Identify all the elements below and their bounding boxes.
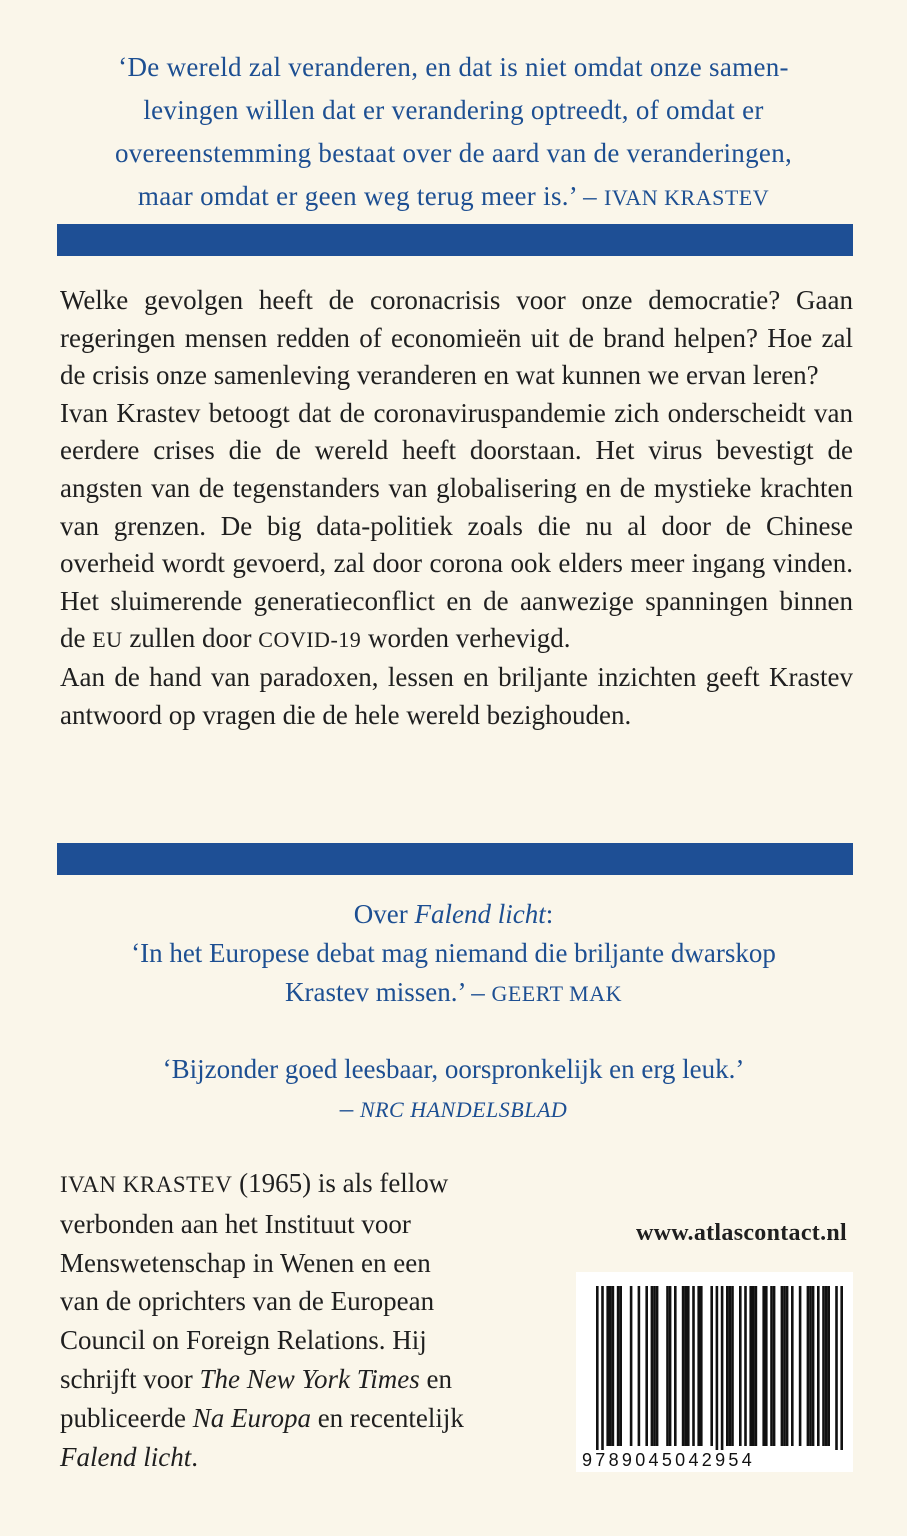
barcode-bar (656, 1286, 659, 1446)
barcode-bar (645, 1286, 648, 1446)
review-quote-2-source (40, 1089, 867, 1129)
bio-line: Menswetenschap in Wenen en een (60, 1247, 431, 1278)
barcode-bar (651, 1286, 654, 1446)
divider-bar-top (57, 224, 853, 256)
review-quote-text: Krastev missen.’ – (285, 977, 492, 1007)
barcode-bar (822, 1286, 825, 1446)
blurb-text: Ivan Krastev betoogt dat de coronaviruspandemie zich onderscheidt van eerdere crises die de wereld heeft doorstaan. Het virus bevestigt de angsten van de tegenstanders van globalisering en de mystieke krachten van grenzen. De big data-politiek zoals die nu al door de Chinese overheid wordt gevoerd, zal door corona ook elders meer ingang vinden. Het sluimerende generatieconflict en de aanwezige spanningen binnen de (60, 397, 853, 654)
blurb (60, 282, 853, 734)
barcode-bar (653, 1286, 656, 1446)
barcode-bar (781, 1286, 784, 1446)
divider-bar-bottom (57, 843, 853, 875)
blurb-paragraph-2 (60, 395, 853, 659)
bio-text: (1965) is als fellow (232, 1168, 449, 1198)
barcode-bar (739, 1286, 742, 1446)
epigraph-line: levingen willen dat er verandering optreedt, of omdat er (143, 95, 764, 125)
barcode-bar (617, 1286, 620, 1446)
barcode-bar (669, 1286, 672, 1446)
bio-line (60, 1438, 530, 1477)
epigraph-line (40, 175, 867, 219)
isbn-barcode (576, 1272, 853, 1472)
bio-line (60, 1399, 530, 1438)
barcode-bar (692, 1286, 695, 1446)
barcode-bar (765, 1286, 768, 1446)
bio-text: publiceerde (60, 1402, 193, 1433)
epigraph-author: IVAN KRASTEV (604, 185, 770, 210)
barcode-bar (716, 1286, 719, 1450)
barcode-bar (827, 1286, 830, 1446)
bio-publication-title: The New York Times (199, 1363, 420, 1394)
epigraph-line: ‘De wereld zal veranderen, en dat is niet omdat onze samen- (118, 52, 789, 82)
barcode-bar (799, 1286, 802, 1446)
barcode-bar (807, 1286, 810, 1446)
bio-line: verbonden aan het Instituut voor (60, 1208, 411, 1239)
epigraph-quote (40, 46, 867, 219)
review-quote-2: ‘Bijzonder goed leesbaar, oorspronkelijk en erg leuk.’ (162, 1054, 745, 1084)
barcode-bar (762, 1286, 765, 1446)
review-dash: – (339, 1093, 360, 1123)
barcode-bar (726, 1286, 729, 1446)
barcode-bar (666, 1286, 669, 1446)
blurb-text: zullen door (122, 623, 259, 654)
barcode-bar (812, 1286, 815, 1446)
barcode-bar (786, 1286, 789, 1446)
barcode-bar (755, 1286, 758, 1446)
barcode-icon (576, 1272, 853, 1450)
author-bio (60, 1164, 530, 1476)
barcode-bar (721, 1286, 724, 1450)
review-heading (40, 895, 867, 934)
bio-text: en (419, 1363, 453, 1394)
barcode-bar (630, 1286, 633, 1446)
barcode-bar (840, 1286, 843, 1450)
blurb-paragraph-3: Aan de hand van paradoxen, lessen en briljante inzichten geeft Krastev antwoord op vragen die de hele wereld bezighouden. (60, 661, 853, 730)
bio-text: schrijft voor (60, 1363, 200, 1394)
barcode-bar (601, 1286, 604, 1450)
barcode-bar (684, 1286, 687, 1446)
blurb-abbrev-covid: COVID-19 (258, 627, 362, 653)
bio-book-title: Falend licht (60, 1441, 192, 1472)
review-heading-colon: : (545, 899, 554, 929)
isbn-digits: 9789045042954 (582, 1450, 756, 1470)
barcode-bar (783, 1286, 786, 1446)
epigraph-line: overeenstemming bestaat over de aard van de veranderingen, (114, 138, 793, 168)
blurb-abbrev-eu: EU (92, 627, 123, 653)
bio-line (60, 1360, 530, 1399)
barcode-bar (682, 1286, 685, 1446)
barcode-bar (638, 1286, 641, 1446)
bio-line (60, 1164, 530, 1205)
barcode-bar (606, 1286, 609, 1446)
barcode-bar (752, 1286, 755, 1446)
barcode-bar (612, 1286, 615, 1446)
publisher-url: www.atlascontact.nl (635, 1220, 847, 1246)
barcode-bar (749, 1286, 752, 1446)
barcode-bar (674, 1286, 677, 1446)
barcode-bar (697, 1286, 700, 1446)
barcode-bar (744, 1286, 747, 1446)
barcode-bar (731, 1286, 734, 1446)
review-source: NRC HANDELSBLAD (359, 1097, 568, 1122)
bio-line: Council on Foreign Relations. Hij (60, 1325, 427, 1356)
bio-text: en recentelijk (310, 1402, 464, 1433)
review-heading-text: Over (353, 899, 415, 929)
barcode-bar (770, 1286, 773, 1446)
review-book-title: Falend licht (414, 899, 546, 929)
blurb-paragraph-1: Welke gevolgen heeft de coronacrisis voor onze democratie? Gaan regeringen mensen redden of economieën uit de brand helpen? Hoe zal de crisis onze samenleving veranderen en wat kunnen we ervan leren? (60, 285, 853, 391)
review-author: GEERT MAK (491, 981, 622, 1006)
barcode-bar (809, 1286, 812, 1446)
review-quote-1: ‘In het Europese debat mag niemand die briljante dwarskop (131, 938, 776, 968)
barcode-bar (729, 1286, 732, 1446)
barcode-bar (825, 1286, 828, 1446)
barcode-bar (817, 1286, 820, 1446)
bio-text: . (191, 1441, 198, 1472)
epigraph-line-text: maar omdat er geen weg terug meer is.’ – (137, 181, 604, 211)
barcode-bar (596, 1286, 599, 1450)
barcode-bar (791, 1286, 794, 1446)
barcode-bar (710, 1286, 713, 1446)
barcode-bar (835, 1286, 838, 1450)
blurb-text: worden verhevigd. (361, 623, 571, 654)
barcode-bar (619, 1286, 622, 1446)
bio-book-title: Na Europa (192, 1402, 311, 1433)
barcode-bar (773, 1286, 776, 1446)
bio-author-name: IVAN KRASTEV (60, 1172, 233, 1197)
barcode-bar (700, 1286, 703, 1446)
bio-line: van de oprichters van de European (60, 1286, 435, 1317)
review-quotes (40, 895, 867, 1129)
barcode-bar (687, 1286, 690, 1446)
barcode-bar (609, 1286, 612, 1446)
review-quote-1-end (40, 973, 867, 1013)
